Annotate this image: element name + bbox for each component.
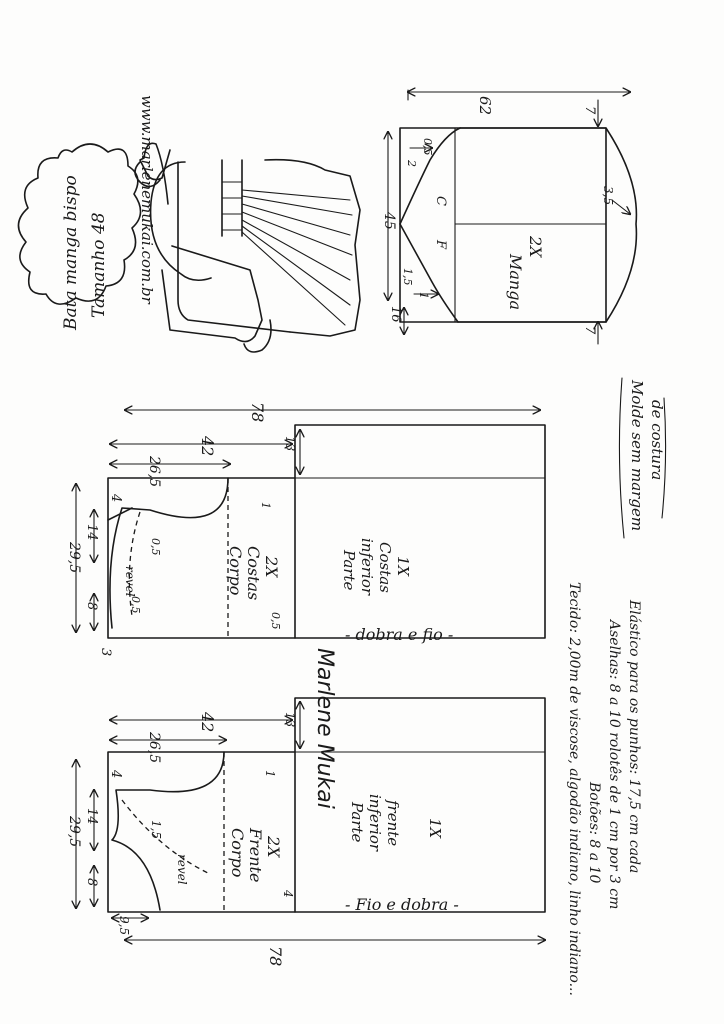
note-line2: de costura <box>648 400 666 481</box>
sleeve-label-c: C <box>433 196 448 206</box>
back-dim-total: 78 <box>248 402 267 423</box>
sleeve-dim-15: 1,5 <box>401 268 414 286</box>
sleeve-dim-bottom: 16 <box>388 306 403 323</box>
sleeve-dim-side: 3,5 <box>601 186 615 206</box>
sleeve-dim-2: 2 <box>405 160 418 167</box>
back-dim-05c: 0,5 <box>269 612 282 630</box>
back-dim-265: 26,5 <box>146 456 162 488</box>
sleeve-label-f: F <box>433 240 448 250</box>
title-line1: Bata manga bispo <box>61 175 81 330</box>
back-dim-295: 29,5 <box>66 542 82 574</box>
back-dim-8: 8 <box>84 602 99 611</box>
back-dim-3: 3 <box>98 648 113 657</box>
materials-list <box>566 582 642 996</box>
sleeve-dim-width: 62 <box>476 96 494 116</box>
front-lower-label2: inferior <box>366 794 384 852</box>
back-body-label1: Corpo <box>226 546 245 596</box>
front-dim-1: 1 <box>263 770 277 778</box>
front-dim-42: 42 <box>198 712 217 733</box>
seam-allowance-note <box>619 378 666 538</box>
back-dim-4: 4 <box>108 494 123 503</box>
sleeve-dim-cap-bottom: 7 <box>582 326 597 335</box>
front-body-label1: Corpo <box>228 828 247 878</box>
front-dim-4: 4 <box>108 770 123 779</box>
front-dim-4b: 4 <box>281 890 295 898</box>
front-dim-295: 29,5 <box>66 816 82 848</box>
back-revel: revel <box>123 566 137 597</box>
sleeve-dim-cap-top: 7 <box>582 106 597 115</box>
back-dim-42: 42 <box>198 436 217 457</box>
sleeve-dim-height: 45 <box>381 212 397 230</box>
back-dim-13: 13 <box>283 436 297 452</box>
note-line1: Molde sem margem <box>628 380 646 532</box>
back-dim-14: 14 <box>84 524 99 541</box>
materials-elastic: Elástico para os punhos: 17,5 cm cada <box>626 600 642 874</box>
front-dim-total: 78 <box>266 946 285 967</box>
back-body-count: 2X <box>262 556 281 578</box>
blouse-sketch <box>135 143 360 352</box>
website-text: www.marlenemukai.com.br <box>138 95 156 304</box>
front-body-count: 2X <box>264 836 283 858</box>
sleeve-label: Manga <box>506 254 525 311</box>
front-body-label2: Frente <box>246 828 265 883</box>
title-line2: Tamanho 48 <box>89 212 109 318</box>
back-dim-1: 1 <box>259 502 272 509</box>
front-lower-count: 1X <box>426 818 444 839</box>
front-revel: revel <box>175 854 189 885</box>
front-lower-label3: frente <box>384 800 402 847</box>
front-dim-13: 13 <box>283 712 297 728</box>
front-dim-15: 1,5 <box>149 820 163 840</box>
front-pattern <box>66 698 545 966</box>
back-lower-label3: Costas <box>376 542 394 593</box>
front-dim-8: 8 <box>84 878 99 887</box>
sleeve-dim-1: 1 <box>417 292 430 299</box>
signature: Marlene Mukai <box>312 648 337 809</box>
front-lower-label1: Parte <box>348 802 366 843</box>
back-body-label2: Costas <box>244 546 263 601</box>
front-dim-95: 9,5 <box>117 916 131 936</box>
sleeve-pattern <box>381 90 636 344</box>
front-dim-265: 26,5 <box>146 732 162 764</box>
back-pattern <box>66 402 545 656</box>
materials-fabric: Tecido: 2,00m de viscose, algodão indiano, linho indiano... <box>566 582 582 996</box>
back-dim-05b: 0,5 <box>129 596 142 614</box>
back-dim-05a: 0,5 <box>149 538 162 556</box>
back-lower-count: 1X <box>394 556 412 577</box>
sleeve-count: 2X <box>526 236 545 258</box>
sleeve-dim-05: 0,5 <box>421 138 434 156</box>
materials-loops: Aselhas: 8 a 10 rolotês de 1 cm por 3 cm <box>606 620 622 910</box>
back-fold-label: - dobra e fio - <box>345 625 454 644</box>
back-lower-label1: Parte <box>340 550 358 591</box>
materials-buttons: Botões: 8 a 10 <box>586 782 602 884</box>
back-lower-label2: inferior <box>358 538 376 596</box>
front-fold-label: - Fio e dobra - <box>345 895 459 914</box>
title-cloud <box>18 144 140 331</box>
front-dim-14: 14 <box>84 808 99 825</box>
